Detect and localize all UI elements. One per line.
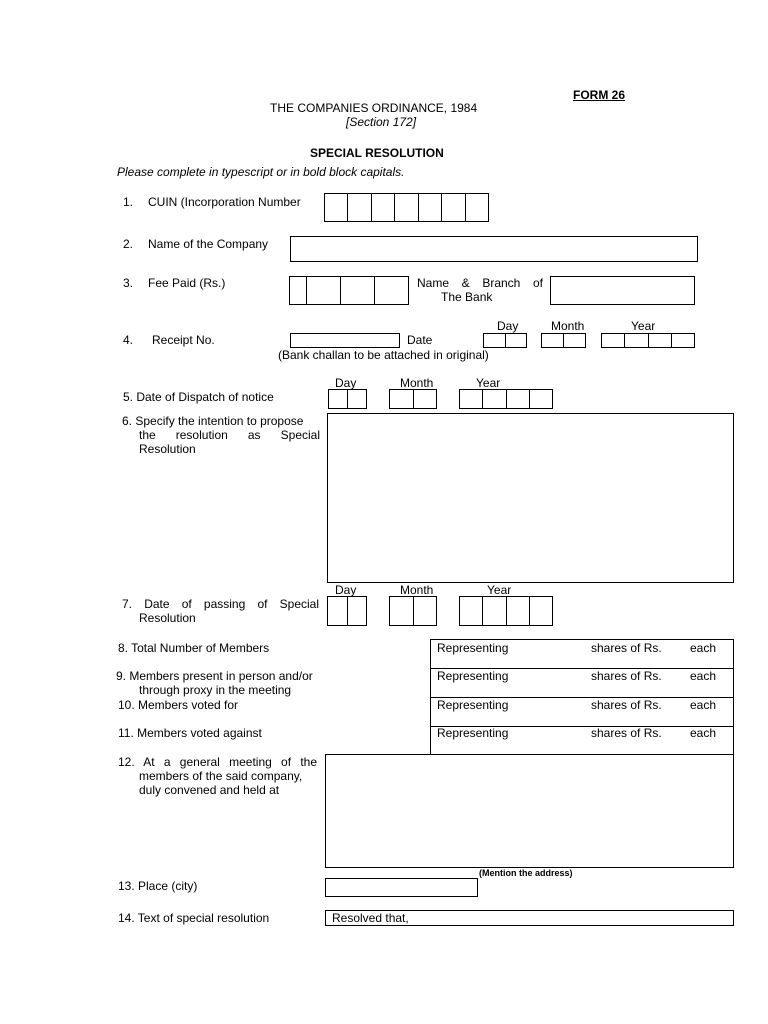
field-12-label-line1: 12. At a general meeting of the bbox=[118, 755, 317, 769]
field-5-label: 5. Date of Dispatch of notice bbox=[123, 390, 274, 404]
row-10-representing: Representing bbox=[437, 698, 509, 712]
receipt-number-input[interactable] bbox=[290, 333, 400, 348]
field-1-label: CUIN (Incorporation Number bbox=[148, 195, 301, 209]
intention-textarea[interactable] bbox=[327, 413, 734, 583]
bank-name-label-line1: Name & Branch of bbox=[417, 276, 543, 290]
dispatch-month-input[interactable] bbox=[389, 389, 437, 409]
row-10-each: each bbox=[690, 698, 717, 712]
receipt-year-label: Year bbox=[631, 319, 656, 333]
row-11-each: each bbox=[690, 726, 717, 740]
row-9-shares: shares of Rs. bbox=[591, 669, 662, 683]
row-9-representing: Representing bbox=[437, 669, 509, 683]
dispatch-day-label: Day bbox=[335, 376, 357, 390]
field-2-label: Name of the Company bbox=[148, 237, 269, 251]
section-reference: [Section 172] bbox=[346, 115, 417, 129]
field-12-label-line2: members of the said company, bbox=[139, 769, 303, 783]
meeting-address-textarea[interactable] bbox=[325, 754, 734, 868]
receipt-month-label: Month bbox=[551, 319, 585, 333]
row-11-representing: Representing bbox=[437, 726, 509, 740]
form-instruction: Please complete in typescript or in bold block capitals. bbox=[117, 165, 405, 179]
row-10-shares: shares of Rs. bbox=[591, 698, 662, 712]
passing-year-label: Year bbox=[487, 583, 512, 597]
row-8-each: each bbox=[690, 641, 717, 655]
field-2-number: 2. bbox=[123, 237, 134, 251]
field-7-label-line2: Resolution bbox=[139, 611, 196, 625]
cuin-input[interactable] bbox=[324, 193, 489, 222]
dispatch-month-label: Month bbox=[400, 376, 434, 390]
field-9-label-line1: 9. Members present in person and/or bbox=[116, 669, 313, 683]
passing-month-input[interactable] bbox=[389, 596, 437, 626]
dispatch-day-input[interactable] bbox=[328, 389, 367, 409]
field-3-number: 3. bbox=[123, 276, 134, 290]
field-4-number: 4. bbox=[123, 333, 134, 347]
dispatch-year-input[interactable] bbox=[459, 389, 553, 409]
field-12-label-line3: duly convened and held at bbox=[139, 783, 280, 797]
field-3-label: Fee Paid (Rs.) bbox=[148, 276, 226, 290]
row-8-shares: shares of Rs. bbox=[591, 641, 662, 655]
field-10-label: 10. Members voted for bbox=[118, 698, 239, 712]
field-4-label: Receipt No. bbox=[152, 333, 215, 347]
field-8-label: 8. Total Number of Members bbox=[118, 641, 270, 655]
bank-branch-input[interactable] bbox=[550, 276, 695, 305]
company-name-input[interactable] bbox=[290, 236, 698, 262]
ordinance-title: THE COMPANIES ORDINANCE, 1984 bbox=[270, 101, 478, 115]
field-6-label-line2: the resolution as Special bbox=[139, 428, 320, 442]
page-title: SPECIAL RESOLUTION bbox=[310, 146, 444, 160]
receipt-day-input[interactable] bbox=[483, 333, 527, 348]
field-1-number: 1. bbox=[123, 195, 134, 209]
row-9-each: each bbox=[690, 669, 717, 683]
passing-year-input[interactable] bbox=[459, 596, 553, 626]
receipt-day-label: Day bbox=[497, 319, 519, 333]
receipt-month-input[interactable] bbox=[541, 333, 586, 348]
row-11-shares: shares of Rs. bbox=[591, 726, 662, 740]
receipt-date-label: Date bbox=[407, 333, 433, 347]
bank-name-label-line2: The Bank bbox=[441, 290, 493, 304]
fee-paid-input[interactable] bbox=[289, 276, 409, 305]
mention-address-note: (Mention the address) bbox=[479, 868, 573, 878]
field-7-label-line1: 7. Date of passing of Special bbox=[122, 597, 319, 611]
row-8-representing: Representing bbox=[437, 641, 509, 655]
field-6-label-line1: 6. Specify the intention to propose bbox=[122, 414, 304, 428]
passing-day-label: Day bbox=[335, 583, 357, 597]
passing-day-input[interactable] bbox=[327, 596, 367, 626]
passing-month-label: Month bbox=[400, 583, 434, 597]
bank-challan-note: (Bank challan to be attached in original) bbox=[278, 348, 489, 362]
field-14-label: 14. Text of special resolution bbox=[118, 911, 270, 925]
form-number: FORM 26 bbox=[573, 88, 626, 102]
field-6-label-line3: Resolution bbox=[139, 442, 196, 456]
field-13-label: 13. Place (city) bbox=[118, 879, 198, 893]
place-city-input[interactable] bbox=[325, 878, 478, 897]
field-11-label: 11. Members voted against bbox=[118, 726, 262, 740]
field-9-label-line2: through proxy in the meeting bbox=[139, 683, 292, 697]
resolved-that-text: Resolved that, bbox=[332, 911, 409, 925]
receipt-year-input[interactable] bbox=[601, 333, 695, 348]
dispatch-year-label: Year bbox=[476, 376, 501, 390]
